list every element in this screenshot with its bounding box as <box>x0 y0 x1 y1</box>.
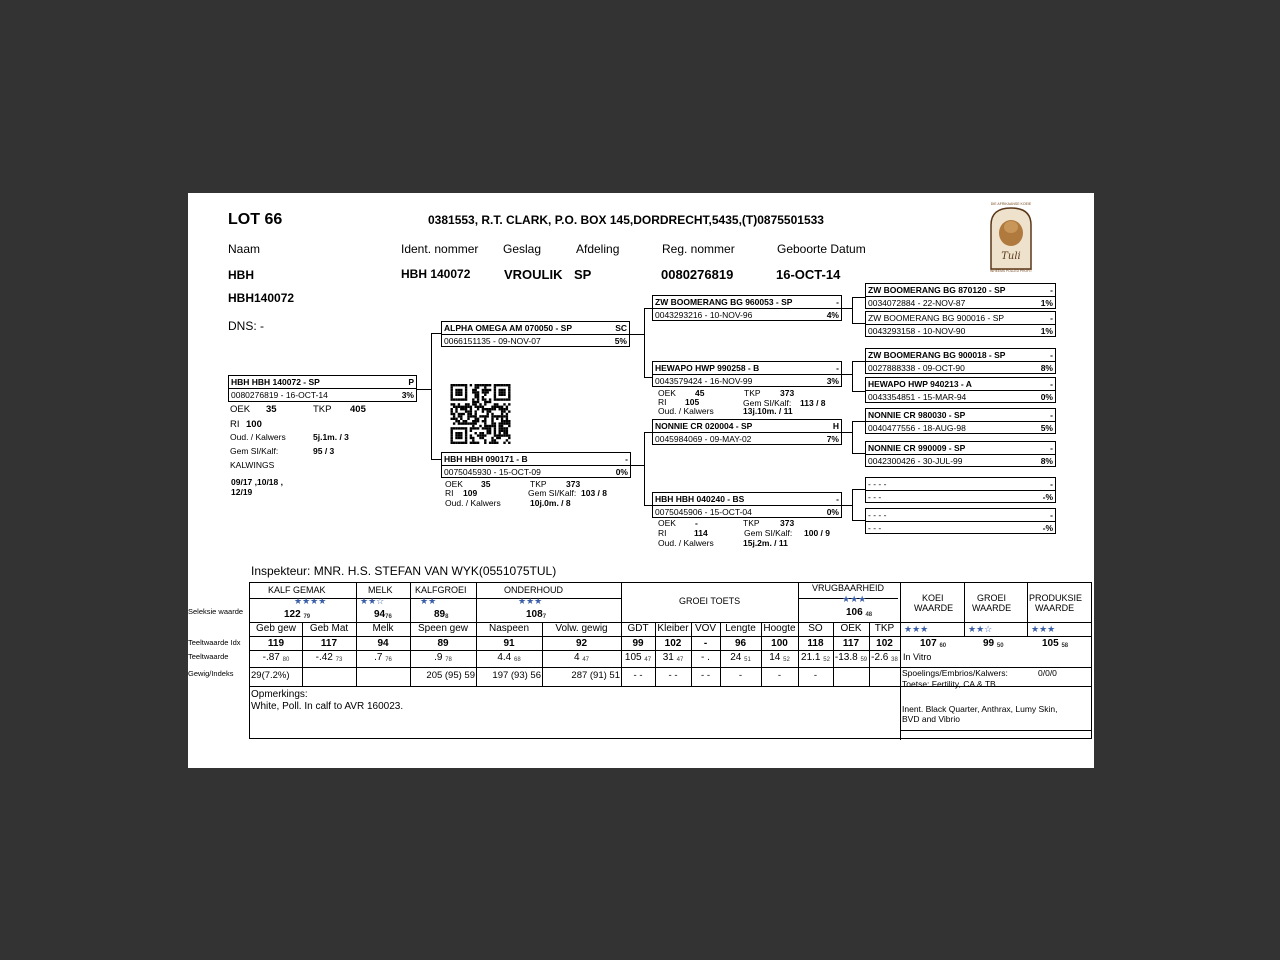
dam-reg: 0075045930 - 15-OCT-09 <box>444 467 541 477</box>
label-ident: Ident. nommer <box>401 242 479 256</box>
kalfgroei-stars: ★★ <box>420 596 437 606</box>
gewig-indeks-cell: 205 (95) 59 <box>426 670 475 681</box>
subject-code: P <box>408 377 414 387</box>
kalfgroei-value: $89_8$ <box>434 609 449 620</box>
sire-pct: 5% <box>614 336 627 346</box>
subject-gem: 95 / 3 <box>313 446 335 456</box>
dam-ri: 109 <box>463 488 478 498</box>
toetse: Toetse: Fertility, CA & TB <box>902 679 996 689</box>
gen3-6-pct: 8% <box>1040 456 1053 466</box>
row-label-teeltwaarde: Teeltwaarde <box>188 652 229 661</box>
label-geboorte: Geboorte Datum <box>777 242 866 256</box>
gen3-6-name: NONNIE CR 990009 - SP <box>868 443 966 453</box>
value-geboorte: 16-OCT-14 <box>776 267 841 282</box>
gen2-2-pct: 3% <box>826 376 839 386</box>
subject-oek: 35 <box>266 404 277 415</box>
dam-tkp-label: TKP <box>530 479 547 489</box>
sire-name: ALPHA OMEGA AM 070050 - SP <box>444 323 573 333</box>
gen2-4-oud: 15j.2m. / 11 <box>743 538 788 548</box>
koei-stars: ★★★ <box>904 624 929 634</box>
dam-oek-label: OEK <box>445 479 463 489</box>
gen2-4-ri-label: RI <box>658 528 667 538</box>
gen3-3-pct: 8% <box>1040 363 1053 373</box>
logo-top-text: DIE AFRIKAANSE KOEIE <box>990 202 1032 206</box>
produksie-title-1: PRODUKSIE <box>1029 593 1083 603</box>
subject-ri: 100 <box>246 419 262 430</box>
teeltwaarde-idx-cell: 102 <box>876 638 893 649</box>
teeltwaarde-cell: 105 $_{47}$ <box>624 652 652 663</box>
column-header: Hoogte <box>763 623 796 634</box>
tuli-logo <box>985 199 1037 273</box>
gen2-2-gem-label: Gem SI/Kalf: <box>743 398 792 408</box>
sire-box <box>441 321 630 347</box>
dam-gem-label: Gem SI/Kalf: <box>528 488 577 498</box>
row-label-teeltwaarde-idx: Teeltwaarde Idx <box>188 638 241 647</box>
dam-gem: 103 / 8 <box>581 488 607 498</box>
gen3-8-code: - <box>1050 510 1053 520</box>
gen2-1-pct: 4% <box>826 310 839 320</box>
animal-id: HBH140072 <box>228 291 295 305</box>
spoelings-label: Spoelings/Embrios/Kalwers: <box>902 668 1008 678</box>
column-header: Speen gew <box>417 623 469 634</box>
subject-pct: 3% <box>401 390 414 400</box>
gen2-2-ri: 105 <box>685 397 700 407</box>
subject-oud-label: Oud. / Kalwers <box>230 432 286 442</box>
gen2-4-oud-label: Oud. / Kalwers <box>658 538 714 548</box>
teeltwaarde-cell: 4.4 $_{68}$ <box>497 652 521 663</box>
gen2-2-tkp-label: TKP <box>744 388 761 398</box>
gen2-4-name: HBH HBH 040240 - BS <box>655 494 745 504</box>
kalwings-label: KALWINGS <box>230 460 275 470</box>
gen3-2-reg: 0043293158 - 10-NOV-90 <box>868 326 966 336</box>
inent-line-1: Inent. Black Quarter, Anthrax, Lumy Skin, <box>902 704 1058 714</box>
value-afdeling: SP <box>574 267 592 282</box>
koei-title-1: KOEI <box>922 593 944 603</box>
gen2-1-code: - <box>836 297 839 307</box>
gen3-4-pct: 0% <box>1040 392 1053 402</box>
label-geslag: Geslag <box>503 242 542 256</box>
gen2-4-oek: - <box>695 518 698 528</box>
gen2-1-reg: 0043293216 - 10-NOV-96 <box>655 310 753 320</box>
gewig-indeks-cell: - <box>738 670 743 681</box>
dam-oud: 10j.0m. / 8 <box>530 498 571 508</box>
dam-code: - <box>625 454 628 464</box>
column-header: Lengte <box>725 623 756 634</box>
gen3-box-1 <box>865 283 1056 309</box>
groei-value: 99 $_{50}$ <box>983 638 1004 649</box>
teeltwaarde-idx-cell: 119 <box>267 638 285 649</box>
value-reg: 0080276819 <box>661 267 734 282</box>
gen3-3-code: - <box>1050 350 1053 360</box>
gen2-2-oek: 45 <box>695 388 705 398</box>
gen2-4-oek-label: OEK <box>658 518 676 528</box>
gen2-4-reg: 0075045906 - 15-OCT-04 <box>655 507 752 517</box>
teeltwaarde-idx-cell: - <box>703 638 708 649</box>
teeltwaarde-cell: 21.1 $_{52}$ <box>801 652 830 663</box>
subject-tkp: 405 <box>350 404 366 415</box>
gen3-8-pct: -% <box>1042 523 1053 533</box>
value-geslag: VROULIK <box>504 267 563 282</box>
teeltwaarde-cell: -.42 $_{73}$ <box>315 652 343 663</box>
teeltwaarde-cell: 14 $_{52}$ <box>769 652 790 663</box>
teeltwaarde-idx-cell: 92 <box>575 638 588 649</box>
kalwings-dates: 09/17 ,10/18 , <box>231 477 283 487</box>
lot-number: LOT 66 <box>228 211 283 228</box>
dam-ri-label: RI <box>445 488 454 498</box>
gen3-2-name: ZW BOOMERANG BG 900016 - SP <box>868 313 1005 323</box>
subject-name: HBH HBH 140072 - SP <box>231 377 320 387</box>
column-header: TKP <box>874 623 895 634</box>
gen2-4-tkp-label: TKP <box>743 518 760 528</box>
gewig-indeks-cell: 197 (93) 56 <box>492 670 541 681</box>
gen3-2-pct: 1% <box>1040 326 1053 336</box>
row-label-gewig-indeks: Gewig/Indeks <box>188 669 234 678</box>
melk-stars: ★★☆ <box>360 596 385 606</box>
gen2-2-oek-label: OEK <box>658 388 676 398</box>
gen3-box-5 <box>865 408 1056 434</box>
column-header: Volw. gewig <box>555 623 608 634</box>
label-reg: Reg. nommer <box>662 242 735 256</box>
teeltwaarde-cell: .7 $_{76}$ <box>374 652 392 663</box>
teeltwaarde-idx-cell: 99 <box>632 638 644 649</box>
teeltwaarde-cell: -.87 $_{80}$ <box>262 652 290 663</box>
gen3-7-code: - <box>1050 479 1053 489</box>
subject-box <box>228 375 417 402</box>
gen3-box-3 <box>865 348 1056 374</box>
column-header: Kleiber <box>657 623 689 634</box>
gen2-box-3 <box>652 419 842 445</box>
label-afdeling: Afdeling <box>576 242 620 256</box>
gen3-8-reg: - - - <box>868 523 882 533</box>
logo-sub-text: INHEEMS POLLED PROFIT <box>990 269 1032 273</box>
gen2-4-gem: 100 / 9 <box>804 528 830 538</box>
teeltwaarde-idx-cell: 100 <box>771 638 788 649</box>
gewig-indeks-cell: - - <box>633 670 643 681</box>
melk-title: MELK <box>368 585 393 595</box>
column-header: Geb Mat <box>309 623 349 634</box>
owner-details: 0381553, R.T. CLARK, P.O. BOX 145,DORDRECHT,5435,(T)0875501533 <box>428 213 824 227</box>
vrugbaarheid-title: VRUGBAARHEID <box>812 583 885 593</box>
label-naam: Naam <box>228 242 261 256</box>
sire-reg: 0066151135 - 09-NOV-07 <box>444 336 541 346</box>
onderhoud-title: ONDERHOUD <box>504 585 564 595</box>
teeltwaarde-cell: 4 $_{47}$ <box>573 652 590 663</box>
inspector: Inspekteur: MNR. H.S. STEFAN VAN WYK(0551075TUL) <box>251 564 557 578</box>
logo-caption: Tuli <box>1001 251 1021 262</box>
column-header: Geb gew <box>255 623 297 634</box>
dam-name: HBH HBH 090171 - B <box>444 454 528 464</box>
dns-value: DNS: - <box>228 319 264 333</box>
vrugbaarheid-value: 106 $_{48}$ <box>846 607 873 618</box>
teeltwaarde-cell: .9 $_{78}$ <box>434 652 452 663</box>
lot-sheet <box>188 193 1094 768</box>
gen3-6-reg: 0042300426 - 30-JUL-99 <box>868 456 963 466</box>
gen2-3-reg: 0045984069 - 09-MAY-02 <box>655 434 752 444</box>
teeltwaarde-cell: 24 $_{51}$ <box>730 652 751 663</box>
gen3-5-pct: 5% <box>1040 423 1053 433</box>
gen2-4-code: - <box>836 494 839 504</box>
groei-stars: ★★☆ <box>968 624 993 634</box>
teeltwaarde-cell: -2.6 $_{38}$ <box>871 652 898 663</box>
gewig-indeks-cell: - <box>813 670 818 681</box>
melk-value: $94_{76}$ <box>374 609 392 620</box>
gewig-indeks-cell: 287 (91) 51 <box>571 670 620 681</box>
column-header: GDT <box>627 623 649 634</box>
gen3-4-code: - <box>1050 379 1053 389</box>
kalfgroei-title: KALFGROEI <box>415 585 467 595</box>
gen2-box-4 <box>652 492 842 518</box>
gen3-8-name: - - - - <box>868 510 887 520</box>
teeltwaarde-idx-cell: 102 <box>664 638 682 649</box>
gen2-2-reg: 0043579424 - 16-NOV-99 <box>655 376 753 386</box>
column-header: OEK <box>840 623 862 634</box>
gen2-2-gem: 113 / 8 <box>800 398 826 408</box>
teeltwaarde-idx-cell: 117 <box>320 638 338 649</box>
value-naam: HBH <box>228 268 254 282</box>
gen3-box-2 <box>865 311 1056 337</box>
gen2-3-name: NONNIE CR 020004 - SP <box>655 421 753 431</box>
groei-title-2: WAARDE <box>972 603 1012 613</box>
spoelings-value: 0/0/0 <box>1038 668 1057 678</box>
opmerkings-text: White, Poll. In calf to AVR 160023. <box>251 701 404 712</box>
gen3-1-name: ZW BOOMERANG BG 870120 - SP <box>868 285 1006 295</box>
dam-box <box>441 452 631 478</box>
teeltwaarde-idx-cell: 118 <box>807 638 824 649</box>
gen2-2-oud: 13j.10m. / 11 <box>743 406 793 416</box>
gen3-5-code: - <box>1050 410 1053 420</box>
subject-gem-label: Gem SI/Kalf: <box>230 446 279 456</box>
column-header: Naspeen <box>488 623 530 634</box>
koei-title-2: WAARDE <box>914 603 954 613</box>
subject-ri-label: RI <box>230 419 240 430</box>
gen3-7-pct: -% <box>1042 492 1053 502</box>
groei-toets-title: GROEI TOETS <box>679 596 741 606</box>
gen3-box-4 <box>865 377 1056 403</box>
gen2-2-code: - <box>836 363 839 373</box>
onderhoud-value: $108_7$ <box>526 609 547 620</box>
teeltwaarde-idx-cell: 117 <box>842 638 860 649</box>
gen2-2-name: HEWAPO HWP 990258 - B <box>655 363 760 373</box>
gen3-3-reg: 0027888338 - 09-OCT-90 <box>868 363 965 373</box>
gen2-4-tkp: 373 <box>780 518 795 528</box>
gen3-1-code: - <box>1050 285 1053 295</box>
gen3-5-name: NONNIE CR 980030 - SP <box>868 410 966 420</box>
gen2-3-code: H <box>832 421 839 431</box>
gen2-2-oud-label: Oud. / Kalwers <box>658 406 714 416</box>
gen2-4-ri: 114 <box>694 528 708 538</box>
teeltwaarde-cell: -13.8 $_{59}$ <box>834 652 868 663</box>
inent-line-2: BVD and Vibrio <box>902 714 960 724</box>
gen3-4-name: HEWAPO HWP 940213 - A <box>868 379 972 389</box>
gen3-1-reg: 0034072884 - 22-NOV-87 <box>868 298 966 308</box>
produksie-value: 105 $_{58}$ <box>1042 638 1069 649</box>
gewig-indeks-cell: 29(7.2%) <box>251 670 290 681</box>
dam-tkp: 373 <box>566 479 581 489</box>
kalf-gemak-title: KALF GEMAK <box>268 585 326 595</box>
column-header: VOV <box>694 623 717 634</box>
column-header: SO <box>808 623 823 634</box>
gen3-box-7 <box>865 477 1056 503</box>
gen2-4-pct: 0% <box>826 507 839 517</box>
gen3-7-reg: - - - <box>868 492 882 502</box>
teeltwaarde-idx-cell: 91 <box>503 638 515 649</box>
teeltwaarde-cell: 31 $_{47}$ <box>662 652 684 663</box>
onderhoud-stars: ★★★ <box>518 596 543 606</box>
column-header: Melk <box>372 623 394 634</box>
gen3-7-name: - - - - <box>868 479 887 489</box>
teeltwaarde-idx-cell: 89 <box>437 638 449 649</box>
gen3-4-reg: 0043354851 - 15-MAR-94 <box>868 392 967 402</box>
dam-pct: 0% <box>615 467 628 477</box>
kalf-gemak-value: 122 $_{79}$ <box>284 609 311 620</box>
subject-reg: 0080276819 - 16-OCT-14 <box>231 390 328 400</box>
gen2-1-name: ZW BOOMERANG BG 960053 - SP <box>655 297 793 307</box>
subject-tkp-label: TKP <box>313 404 332 415</box>
gen3-2-code: - <box>1050 313 1053 323</box>
produksie-title-2: WAARDE <box>1035 603 1075 613</box>
gen2-box-2 <box>652 361 842 387</box>
produksie-stars: ★★★ <box>1031 624 1056 634</box>
koei-value: 107 $_{60}$ <box>920 638 947 649</box>
teeltwaarde-idx-cell: 96 <box>734 638 747 649</box>
vrugbaarheid-stars: ★★★ <box>842 594 867 604</box>
row-label-seleksie: Seleksie waarde <box>188 607 244 616</box>
gewig-indeks-cell: - <box>777 670 782 681</box>
qr-code <box>449 383 512 445</box>
subject-oud: 5j.1m. / 3 <box>313 432 349 442</box>
dam-oek: 35 <box>481 479 491 489</box>
gen2-4-gem-label: Gem SI/Kalf: <box>744 528 793 538</box>
gen3-box-8 <box>865 508 1056 534</box>
gen2-box-1 <box>652 295 842 321</box>
in-vitro: In Vitro <box>903 652 932 662</box>
gen2-3-pct: 7% <box>826 434 839 444</box>
groei-title-1: GROEI <box>977 593 1007 603</box>
gen3-6-code: - <box>1050 443 1053 453</box>
gen3-3-name: ZW BOOMERANG BG 900018 - SP <box>868 350 1006 360</box>
dam-oud-label: Oud. / Kalwers <box>445 498 501 508</box>
gen2-2-tkp: 373 <box>780 388 795 398</box>
gen3-5-reg: 0040477556 - 18-AUG-98 <box>868 423 966 433</box>
breeding-values-table <box>249 582 1092 739</box>
teeltwaarde-cell: - . <box>701 652 710 663</box>
gen3-1-pct: 1% <box>1040 298 1053 308</box>
opmerkings-label: Opmerkings: <box>251 689 308 700</box>
teeltwaarde-idx-cell: 94 <box>377 638 389 649</box>
kalwings-dates-2: 12/19 <box>231 487 253 497</box>
kalf-gemak-stars: ★★★★ <box>294 596 327 606</box>
gen2-2-ri-label: RI <box>658 397 667 407</box>
gen3-box-6 <box>865 441 1056 467</box>
sire-code: SC <box>615 323 627 333</box>
value-ident: HBH 140072 <box>401 267 471 281</box>
gewig-indeks-cell: - - <box>668 670 678 681</box>
subject-oek-label: OEK <box>230 404 251 415</box>
gewig-indeks-cell: - - <box>701 670 710 681</box>
